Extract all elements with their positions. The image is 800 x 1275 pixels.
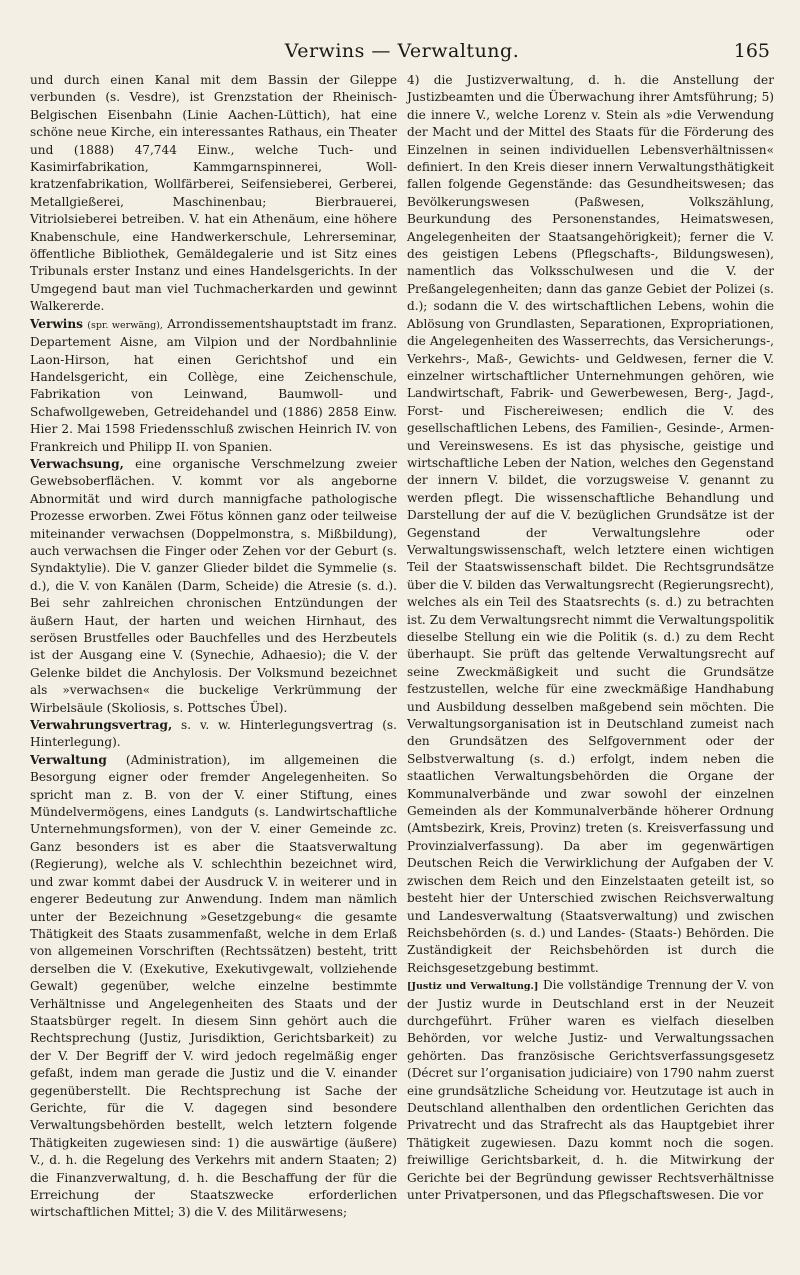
entry-headword: Verwahrungsvertrag, (30, 718, 173, 733)
page-number: 165 (733, 40, 770, 62)
running-head: Verwins — Verwaltung. (284, 40, 520, 62)
entry-verwahrungsvertrag (30, 717, 397, 752)
page-header (30, 34, 774, 68)
text-columns (30, 72, 774, 1222)
entry-verwaltung (30, 752, 397, 1222)
entry-verwachsung (30, 456, 397, 717)
entry-headword: Verwins (30, 316, 83, 331)
pronunciation: (spr. werwäng), (87, 319, 163, 331)
right-column (407, 72, 774, 1222)
entry-headword: Verwachsung, (30, 456, 124, 471)
section-justiz-und-verwaltung (407, 977, 774, 1204)
entry-verwins (30, 316, 397, 456)
entry-text: Arrondissementshauptstadt im franz. Departement Aisne, am Vilpion und der Nordbahnlinie Laon-Hirson, hat einen Gerichtshof und ein Handelsgericht, ein Collège, eine Zeichenschule, Fabrikation von Leinwand, Baumwoll- und Schafwollgeweben, Getreidehandel und (1886) 2858 Einw. Hier 2. Mai 1598 Friedensschluß zwischen Heinrich IV. von Frankreich und Philipp II. von Spanien. (30, 316, 397, 454)
entry-text: s. v. w. Hinterlegungsvertrag (s. Hinterlegung). (30, 718, 397, 750)
paragraph-verviers-cont: und durch einen Kanal mit dem Bassin der Gileppe verbunden (s. Vesdre), ist Grenzstation der Rheinisch-Belgischen Eisenbahn (Linie Aachen-Lüttich), hat eine schöne neue Kirche, ein interessantes Rathaus, ein Theater und (1888) 47,744 Einw., welche Tuch- und Kasimirfabrikation, Kammgarnspinnerei, Woll-kratzenfabrikation, Wollfärberei, Seifensieberei, Gerberei, Metallgießerei, Maschinenbau; Bierbrauerei, Vitriolsieberei betreiben. V. hat ein Athenäum, eine höhere Knabenschule, eine Handwerkerschule, Lehrerseminar, öffentliche Bibliothek, Gemäldegalerie und ist Sitz eines Tribunals erster Instanz und eines Handelsgerichts. In der Umgegend baut man viel Tuchmacherkarden und gewinnt Walkererde. (30, 73, 397, 314)
entry-text: eine organische Verschmelzung zweier Gewebsoberflächen. V. kommt vor als angeborne Abnormität und wird durch mannigfache pathologische Prozesse erworben. Zwei Fötus können ganz oder teilweise miteinander verwachsen (Doppelmonstra, s. Mißbildung), auch verwachsen die Finger oder Zehen vor der Geburt (s. Syndaktylie). Die V. ganzer Glieder bildet die Symmelie (s. d.), die V. von Kanälen (Darm, Scheide) die Atresie (s. d.). Bei sehr zahlreichen chronischen Entzündungen der äußern Haut, der harten und weichen Hirnhaut, des serösen Brustfelles oder Bauchfelles und des Herzbeutels ist der Ausgang eine V. (Synechie, Adhaesio); die V. der Gelenke bildet die Anchylosis. Der Volksmund bezeichnet als »verwachsen« die buckelige Verkrümmung der Wirbelsäule (Skoliosis, s. Pottsches Übel). (30, 456, 397, 715)
left-column (30, 72, 397, 1222)
section-heading: [Justiz und Verwaltung.] (407, 981, 539, 993)
paragraph-verwaltung-cont: 4) die Justizverwaltung, d. h. die Anstellung der Justizbeamten und die Überwachung ihrer Amtsführung; 5) die innere V., welche Lorenz v. Stein als »die Verwendung der Macht und der Mittel des Staats für die Förderung des Einzelnen in seinen individuellen Lebensverhältnissen« definiert. In den Kreis dieser innern Verwaltungsthätigkeit fallen folgende Gegenstände: das Gesundheitswesen; das Bevölkerungswesen (Paßwesen, Volkszählung, Beurkundung des Personenstandes, Heimatswesen, Angelegenheiten der Staatsangehörigkeit); ferner die V. des geistigen Lebens (Pflegschafts-, Bildungswesen), namentlich das Volksschulwesen und die V. der Preßangelegenheiten; dann das ganze Gebiet der Polizei (s. d.); sodann die V. des wirtschaftlichen Lebens, wohin die Ablösung von Grundlasten, Separationen, Expropriationen, die Angelegenheiten des Wasserrechts, das Versicherungs-, Verkehrs-, Maß-, Gewichts- und Geldwesen, ferner die V. einzelner wirtschaftlicher Unternehmungen gehören, wie Landwirtschaft, Fabrik- und Gewerbewesen, Berg-, Jagd-, Forst- und Fischereiwesen; endlich die V. des gesellschaftlichen Lebens, des Familien-, Gesinde-, Armen- und Vereinswesens. Es ist das physische, geistige und wirtschaftliche Leben der Nation, welches den Gegenstand der innern V. bildet, die vorzugsweise V. genannt zu werden pflegt. Die wissenschaftliche Behandlung und Darstellung der auf die V. bezüglichen Grundsätze ist der Gegenstand der Verwaltungslehre oder Verwaltungswissenschaft, welch letztere einen wichtigen Teil der Staatswissenschaft bildet. Die Rechtsgrundsätze über die V. bilden das Verwaltungsrecht (Regierungsrecht), welches als ein Teil des Staatsrechts (s. d.) zu betrachten ist. Zu dem Verwaltungsrecht nimmt die Verwaltungspolitik dieselbe Stellung ein wie die Politik (s. d.) zu dem Recht überhaupt. Sie prüft das geltende Verwaltungsrecht auf seine Zweckmäßigkeit und sucht die Grundsätze festzustellen, welche für eine zweckmäßige Handhabung und Ausbildung desselben maßgebend sein möchten. Die Verwaltungsorganisation ist in Deutschland zumeist nach den Grundsätzen des Selfgovernment oder der Selbstverwaltung (s. d.) erfolgt, indem neben die staatlichen Verwaltungsbehörden die Organe der Kommunalverbände und zwar sowohl der einzelnen Gemeinden als der Kommunalverbände höherer Ordnung (Amtsbezirk, Kreis, Provinz) treten (s. Kreisverfassung und Provinzialverfassung). Da aber im gegenwärtigen Deutschen Reich die Verwirklichung der Aufgaben der V. zwischen dem Reich und den Einzelstaaten geteilt ist, so besteht hier der Unterschied zwischen Reichsverwaltung und Landesverwaltung (Staatsverwaltung) und zwischen Reichsbehörden (s. d.) und Landes- (Staats-) Behörden. Die Zuständigkeit der Reichsbehörden ist durch die Reichsgesetzgebung bestimmt. (407, 73, 774, 975)
entry-text: (Administration), im allgemeinen die Besorgung eigner oder fremder Angelegenheiten. So spricht man z. B. von der V. einer Stiftung, eines Mündelvermögens, eines Landguts (s. Landwirtschaftliche Unternehmungsformen), von der V. einer Gemeinde zc. Ganz besonders ist es aber die Staatsverwaltung (Regierung), welche als V. schlechthin bezeichnet wird, und zwar kommt dabei der Ausdruck V. in weiterer und in engerer Bedeutung zur Anwendung. Indem man nämlich unter der Bezeichnung »Gesetzgebung« die gesamte Thätigkeit des Staats zusammenfaßt, welche in dem Erlaß von allgemeinen Vorschriften (Rechtssätzen) besteht, tritt derselben die V. (Exekutive, Exekutivgewalt, vollziehende Gewalt) gegenüber, welche einzelne bestimmte Verhältnisse und Angelegenheiten des Staats und der Staatsbürger regelt. In diesem Sinn gehört auch die Rechtsprechung (Justiz, Jurisdiktion, Gerichtsbarkeit) zu der V. Der Begriff der V. wird jedoch regelmäßig enger gefaßt, indem man gerade die Justiz und die V. einander gegenüberstellt. Die Rechtsprechung ist Sache der Gerichte, für die V. dagegen sind besondere Verwaltungsbehörden bestellt, welch letztern folgende Thätigkeiten zugewiesen sind: 1) die auswärtige (äußere) V., d. h. die Regelung des Verkehrs mit andern Staaten; 2) die Finanzverwaltung, d. h. die Beschaffung der für die Erreichung der Staatszwecke erforderlichen wirtschaftlichen Mittel; 3) die V. des Militärwesens; (30, 752, 397, 1220)
section-text: Die vollständige Trennung der V. von der Justiz wurde in Deutschland erst in der Neuzeit durchgeführt. Früher waren es vielfach dieselben Behörden, vor welche Justiz- und Verwaltungssachen gehörten. Das französische Gerichtsverfassungsgesetz (Décret sur l’organisation judiciaire) von 1790 nahm zuerst eine grundsätzliche Scheidung vor. Heutzutage ist auch in Deutschland allenthalben den ordentlichen Gerichten das Privatrecht und das Strafrecht als das Hauptgebiet ihrer Thätigkeit zugewiesen. Dazu kommt noch die sogen. freiwillige Gerichtsbarkeit, d. h. die Mitwirkung der Gerichte bei der Begründung gewisser Rechtsverhältnisse unter Privatpersonen, und das Pflegschaftswesen. Die vor (407, 978, 774, 1202)
entry-headword: Verwaltung (30, 752, 107, 767)
